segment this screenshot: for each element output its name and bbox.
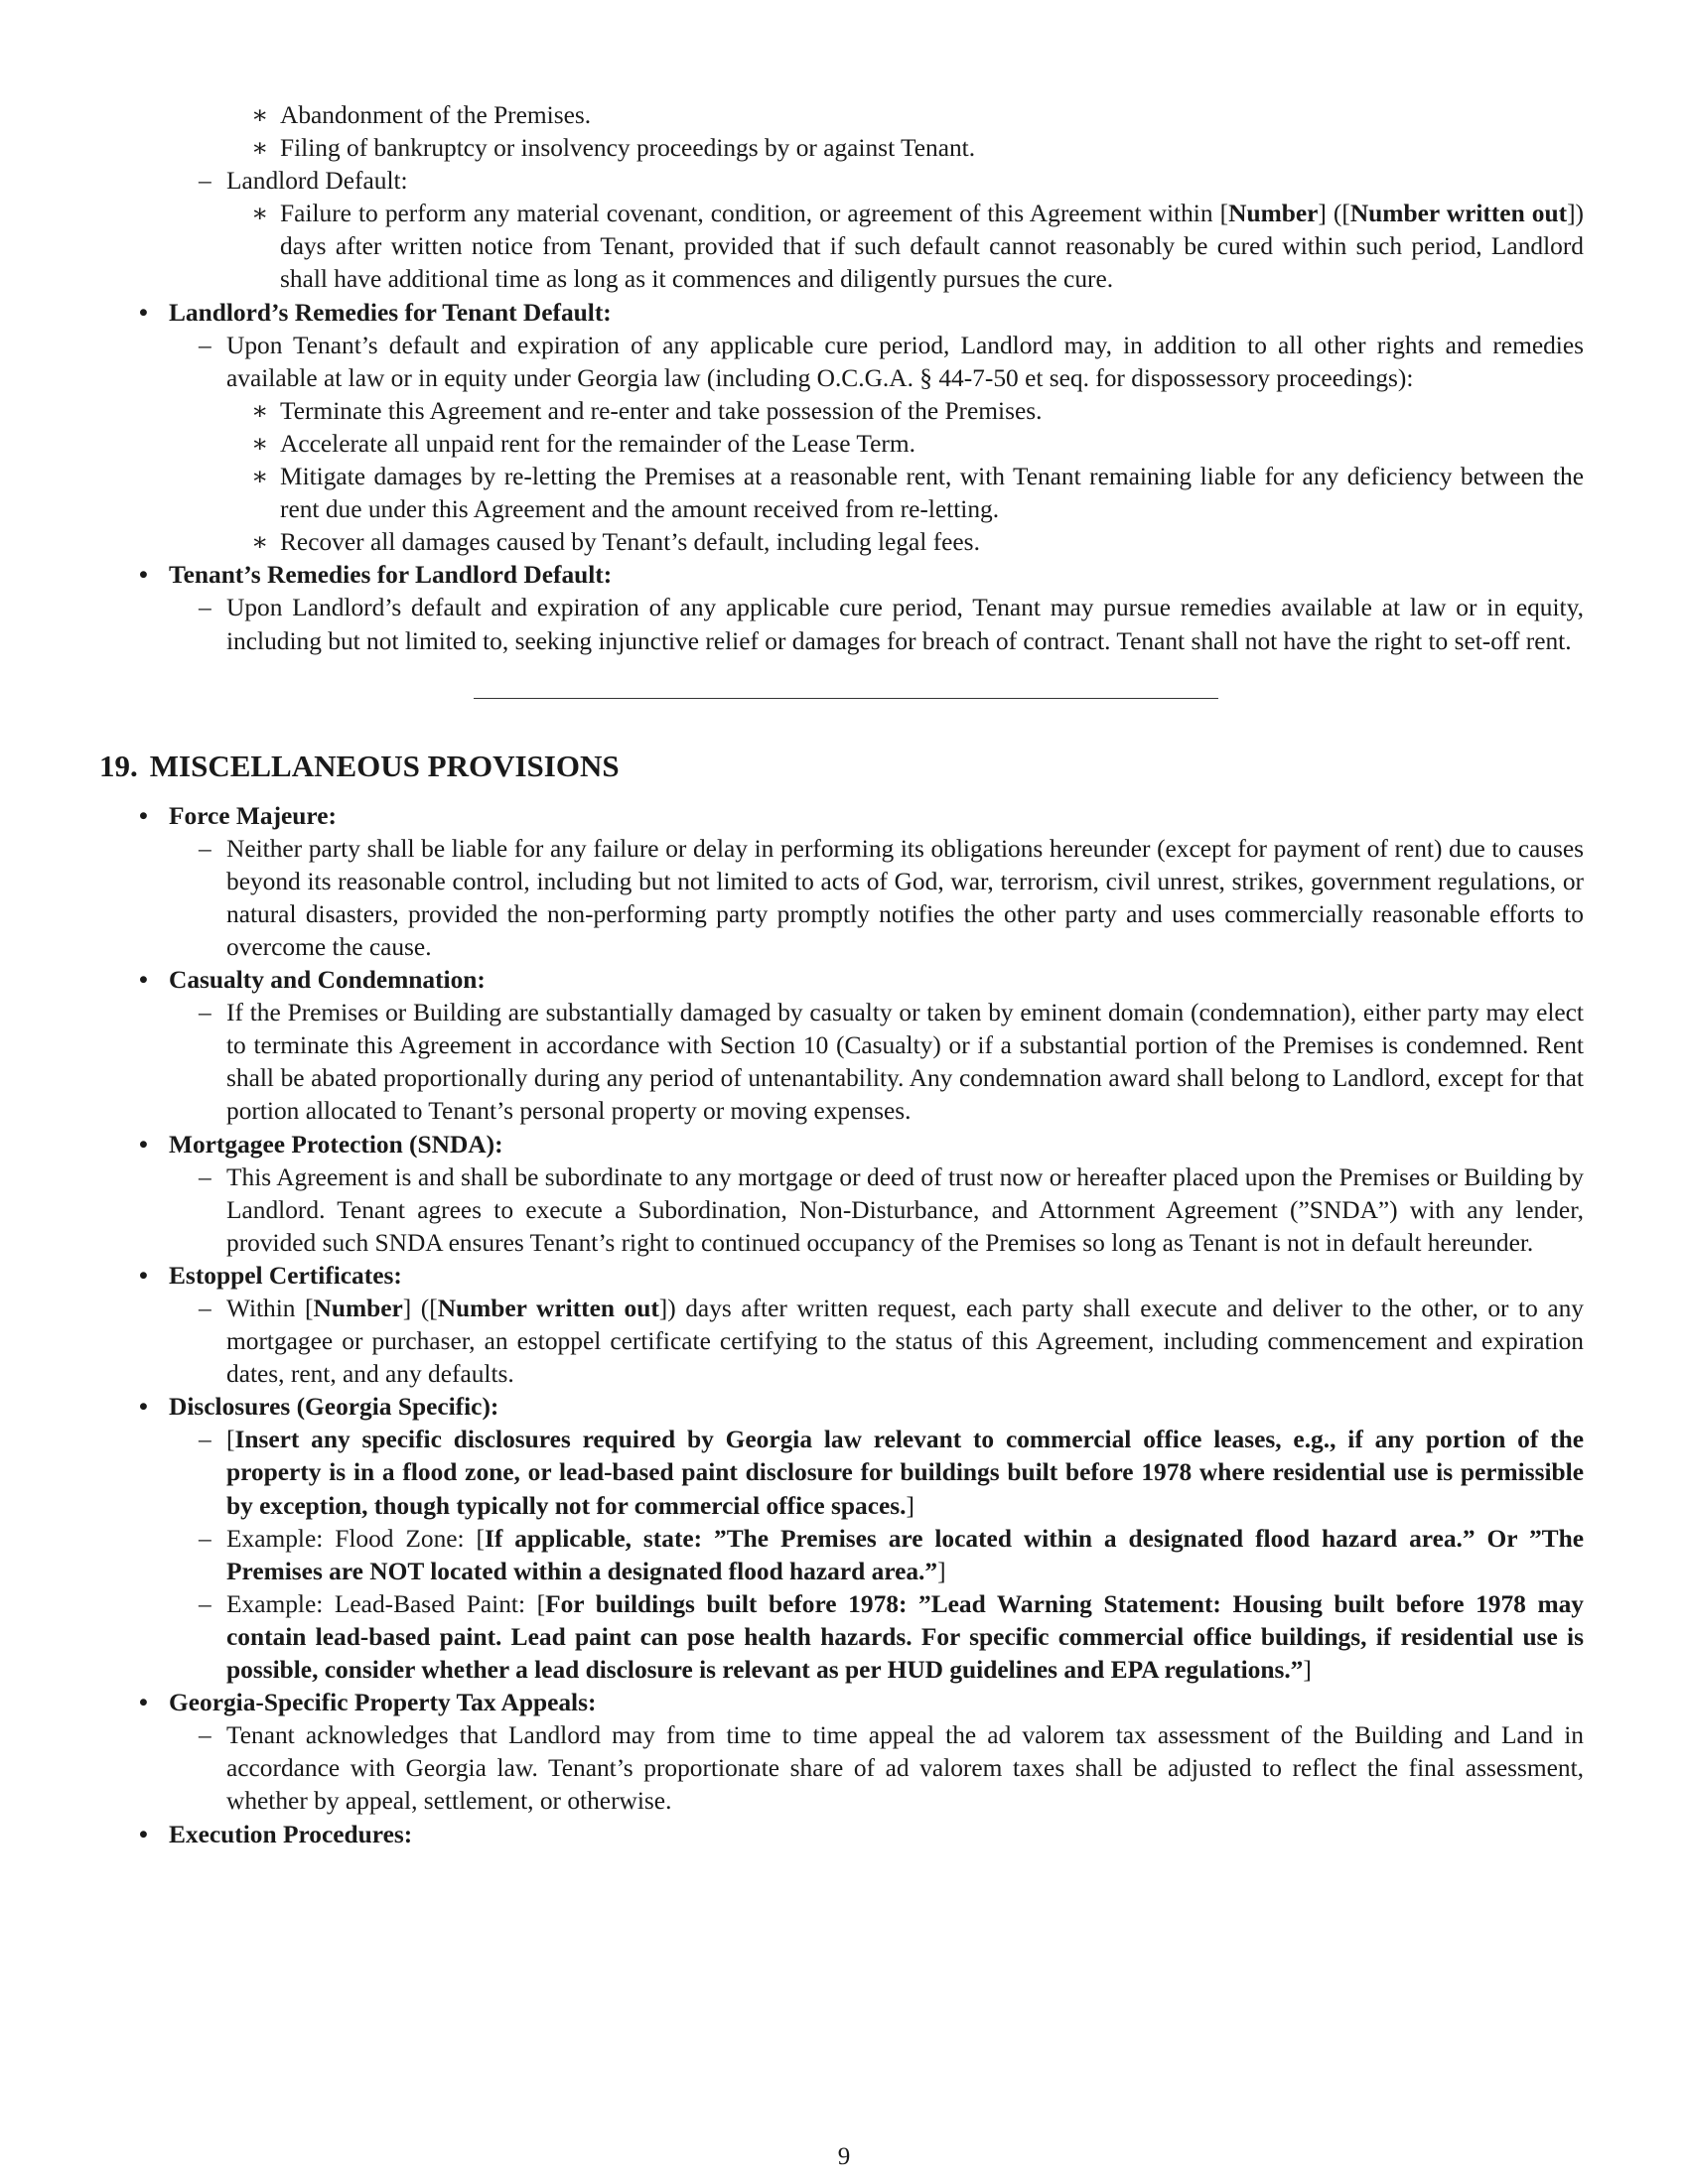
dash-marker: – (199, 1162, 211, 1191)
list-item: ∗ Accelerate all unpaid rent for the remainder of the Lease Term. (139, 428, 1584, 461)
section-heading (99, 747, 1584, 786)
casualty-text: – If the Premises or Building are substantially damaged by casualty or taken by eminent domain (condemnation), either party may elect to terminate this Agreement in accordance with Section 10 (Casualty) or if a substantial portion of the Premises is condemned. Rent shall be abated proportionally during any period of untenantability. Any condemnation award shall belong to Landlord, except for that portion allocated to Tenant’s personal property or moving expenses. (199, 999, 1584, 1126)
dash-marker: – (199, 999, 211, 1027)
bullet-marker: • (139, 801, 148, 830)
section-number: 19. (99, 748, 138, 783)
force-majeure-text: – Neither party shall be liable for any failure or delay in performing its obligations hereunder (except for payment of rent) due to causes beyond its reasonable control, including but not limited to acts of God, war, terrorism, civil unrest, strikes, government regulations, or natural disasters, provided the non-performing party promptly notifies the other party and uses commercially reasonable efforts to overcome the cause. (199, 834, 1584, 961)
section-title: MISCELLANEOUS PROVISIONS (149, 748, 620, 783)
dash-marker: – (199, 1295, 211, 1322)
landlord-remedies-title: • Landlord’s Remedies for Tenant Default: (139, 297, 1584, 330)
asterisk-marker: ∗ (251, 528, 269, 557)
casualty-title: • Casualty and Condemnation: (139, 964, 1584, 997)
landlord-remedies-intro: – Upon Tenant’s default and expiration of any applicable cure period, Landlord may, in addition to all other rights and remedies available at law or in equity under Georgia law (including O.C.G.A. § 44-7-50 et seq. for dispossessory proceedings): (199, 331, 1584, 392)
bullet-marker: • (139, 1261, 148, 1290)
list-item (139, 99, 1584, 132)
estoppel-text: – Within [Number] ([Number written out]) days after written request, each party shall execute and deliver to the other, or to any mortgagee or purchaser, an estoppel certificate certifying to the status of this Agreement, including commencement and expiration dates, rent, and any defaults. (199, 1295, 1584, 1389)
tenant-remedies-text: – Upon Landlord’s default and expiration of any applicable cure period, Tenant may pursue remedies available at law or in equity, including but not limited to, seeking injunctive relief or damages for breach of contract. Tenant shall not have the right to set-off rent. (199, 594, 1584, 655)
tax-appeals-title: • Georgia-Specific Property Tax Appeals: (139, 1687, 1584, 1719)
bullet-marker: • (139, 966, 148, 995)
list-item: ∗ Terminate this Agreement and re-enter and take possession of the Premises. (139, 395, 1584, 428)
asterisk-marker: ∗ (251, 463, 269, 491)
list-item (139, 132, 1584, 165)
asterisk-marker: ∗ (251, 429, 269, 458)
estoppel-title: • Estoppel Certificates: (139, 1260, 1584, 1293)
asterisk-marker: ∗ (251, 396, 269, 425)
placeholder-number-written: Number written out (437, 1295, 659, 1322)
bullet-marker: • (139, 1130, 148, 1159)
bullet-marker: • (139, 1689, 148, 1717)
execution-title: • Execution Procedures: (139, 1819, 1584, 1851)
page-content (99, 99, 1584, 1851)
tenant-remedies-title: • Tenant’s Remedies for Landlord Default: (139, 559, 1584, 592)
list-item: ∗ Mitigate damages by re-letting the Premises at a reasonable rent, with Tenant remaining liable for any deficiency between the rent due under this Agreement and the amount received from re-letting. (251, 463, 1584, 524)
dash-marker: – (199, 1589, 211, 1618)
placeholder-number-written: Number written out (1349, 200, 1568, 228)
asterisk-marker: ∗ (251, 101, 269, 129)
list-item-text: Filing of bankruptcy or insolvency proceedings by or against Tenant. (280, 134, 976, 163)
list-item: ∗ Recover all damages caused by Tenant’s default, including legal fees. (139, 526, 1584, 559)
disclosures-flood-zone: – Example: Flood Zone: [If applicable, state: ”The Premises are located within a designated flood hazard area.” Or ”The Premises are NOT located within a designated flood hazard area.”] (199, 1524, 1584, 1585)
mortgagee-title: • Mortgagee Protection (SNDA): (139, 1129, 1584, 1161)
asterisk-marker: ∗ (251, 134, 269, 163)
bullet-marker: • (139, 1393, 148, 1422)
dash-marker: – (199, 594, 211, 622)
dash-marker: – (199, 1721, 211, 1750)
dash-marker: – (199, 1426, 211, 1454)
disclosures-lead-paint: – Example: Lead-Based Paint: [For buildings built before 1978: ”Lead Warning Statement: Housing built before 1978 may contain lead-based paint. Lead paint can pose health hazards. For specific commercial office buildings, if residential use is possible, consider whether a lead disclosure is relevant as per HUD guidelines and EPA regulations.”] (199, 1589, 1584, 1685)
dash-marker: – (199, 167, 211, 196)
section-divider (474, 698, 1218, 699)
landlord-default-label: – Landlord Default: (139, 165, 1584, 198)
list-item-text: Abandonment of the Premises. (280, 101, 592, 129)
dash-marker: – (199, 1524, 211, 1553)
bullet-marker: • (139, 561, 148, 590)
mortgagee-text: – This Agreement is and shall be subordinate to any mortgage or deed of trust now or hereafter placed upon the Premises or Building by Landlord. Tenant agrees to execute a Subordination, Non-Disturbance, and Attornment Agreement (”SNDA”) with any lender, provided such SNDA ensures Tenant’s right to continued occupancy of the Premises so long as Tenant is not in default hereunder. (199, 1162, 1584, 1257)
force-majeure-title: • Force Majeure: (139, 800, 1584, 833)
disclosures-title: • Disclosures (Georgia Specific): (139, 1391, 1584, 1424)
bullet-marker: • (139, 298, 148, 327)
dash-marker: – (199, 331, 211, 359)
placeholder-number: Number (313, 1295, 403, 1322)
dash-marker: – (199, 834, 211, 863)
asterisk-marker: ∗ (251, 200, 269, 228)
disclosures-insert: – [Insert any specific disclosures required by Georgia law relevant to commercial office leases, e.g., if any portion of the property is in a flood zone, or lead-based paint disclosure for buildings built before 1978 where residential use is permissible by exception, though typically not for commercial office spaces.] (199, 1426, 1584, 1520)
tax-appeals-text: – Tenant acknowledges that Landlord may from time to time appeal the ad valorem tax assessment of the Building and Land in accordance with Georgia law. Tenant’s proportionate share of ad valorem taxes shall be adjusted to reflect the final assessment, whether by appeal, settlement, or otherwise. (199, 1721, 1584, 1816)
placeholder-number: Number (1228, 200, 1319, 228)
page-number: 9 (837, 2143, 851, 2170)
bullet-marker: • (139, 1820, 148, 1848)
landlord-default-item: ∗ Failure to perform any material covenant, condition, or agreement of this Agreement within [Number] ([Number written out]) days after written notice from Tenant, provided that if such default cannot reasonably be cured within such period, Landlord shall have additional time as long as it commences and diligently pursues the cure. (251, 200, 1584, 294)
